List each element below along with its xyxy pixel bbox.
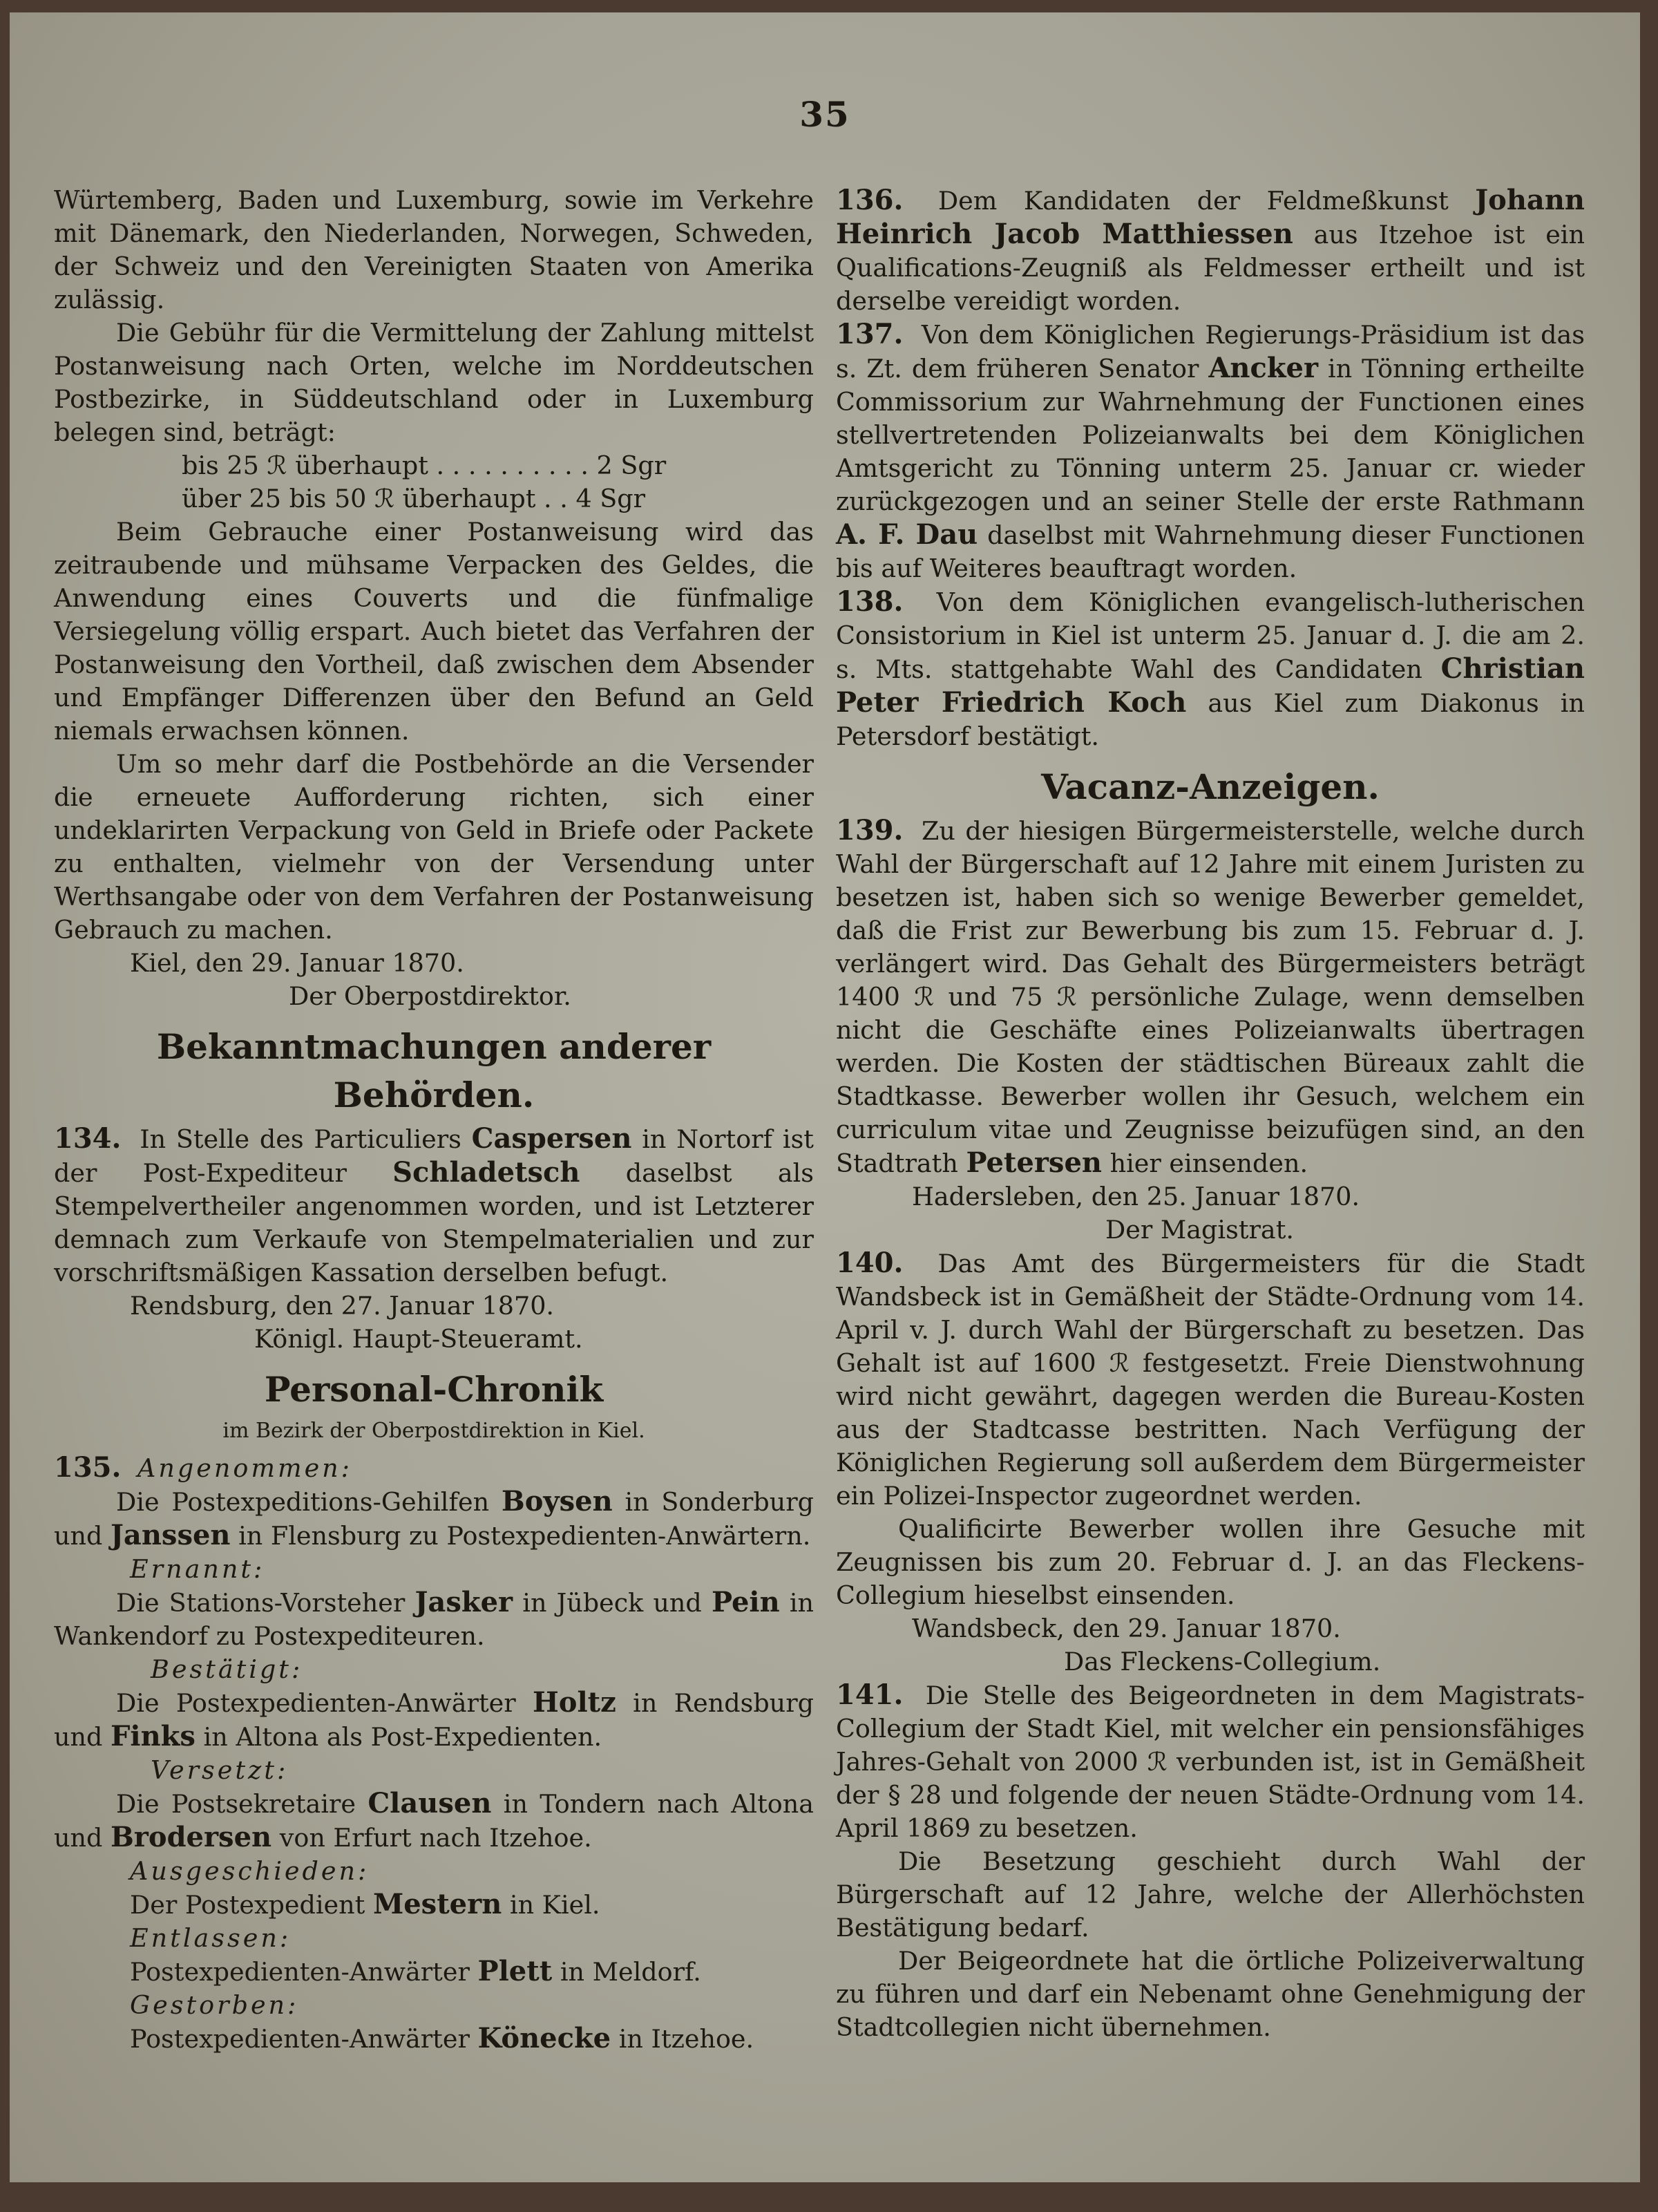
person-name: Mestern [372, 1888, 502, 1920]
notice-134: 134. In Stelle des Particuliers Caspersen in Nortorf ist der Post-Expediteur Schladetsch daselbst als Stempelvertheiler angenommen worden, und ist Letzterer demnach zum Verkaufe von Stempelmaterialien und zur vorschriftsmäßigen Kassation derselben befugt. [54, 1122, 814, 1287]
category-label: Entlassen: [130, 1923, 292, 1953]
paragraph: Qualificirte Bewerber wollen ihre Gesuche mit Zeugnissen bis zum 20. Februar d. J. an das Fleckens-Collegium hieselbst einsenden. [836, 1514, 1585, 1610]
notice-138: 138. Von dem Königlichen evangelisch-lutherischen Consistorium in Kiel ist unterm 25. Januar d. J. die am 2. s. Mts. stattgehabte Wahl des Candidaten Christian Peter Friedrich Koch aus Kiel zum Diakonus in Petersdorf bestätigt. [836, 585, 1585, 751]
person-name: Johann Heinrich Jacob Matthiessen [836, 184, 1585, 250]
section-heading: Vacanz-Anzeigen. [1041, 766, 1380, 807]
signature: Königl. Haupt-Steueramt. [254, 1324, 583, 1354]
person-name: Könecke [477, 2022, 611, 2054]
person-name: Petersen [966, 1146, 1102, 1179]
person-name: Finks [111, 1720, 196, 1752]
section-heading: Bekanntmachungen anderer Behörden. [156, 1026, 712, 1115]
page-number: 35 [799, 94, 850, 135]
notice-number: 138. [836, 585, 904, 618]
notice-141: 141. Die Stelle des Beigeordneten in dem Magistrats-Collegium der Stadt Kiel, mit welcher ein pensionsfähiges Jahres-Gehalt von 2000 ℛ verbunden ist, ist in Gemäßheit der § 28 und folgende der neuen Städte-Ordnung vom 14. April 1869 zu besetzen. [836, 1679, 1585, 1843]
category-label: Bestätigt: [151, 1654, 303, 1684]
left-column [54, 184, 814, 2056]
paragraph: Beim Gebrauche einer Postanweisung wird das zeitraubende und mühsame Verpacken des Geldes, die Anwendung eines Couverts und die fünfmalige Versiegelung völlig erspart. Auch bietet das Verfahren der Postanweisung den Vortheil, daß zwischen dem Absender und Empfänger Differenzen über den Befund an Geld niemals erwachsen können. [54, 517, 814, 746]
person-name: Schladetsch [392, 1156, 580, 1189]
person-name: Boysen [501, 1485, 613, 1518]
notice-139: 139. Zu der hiesigen Bürgermeisterstelle, welche durch Wahl der Bürgerschaft auf 12 Jahre mit einem Juristen zu besetzen ist, haben sich so wenige Bewerber gemeldet, daß die Frist zur Bewerbung bis zum 15. Februar d. J. verlängert wird. Das Gehalt des Bürgermeisters beträgt 1400 ℛ und 75 ℛ persönliche Zulage, wenn demselben nicht die Geschäfte eines Polizeianwalts übertragen werden. Die Kosten der städtischen Büreaux zahlt die Stadtkasse. Bewerber wollen ihr Gesuch, welchem ein curriculum vitae und Zeugnisse beizufügen sind, an den Stadtrath Petersen hier einsenden. [836, 814, 1585, 1179]
paragraph: Um so mehr darf die Postbehörde an die Versender die erneuete Aufforderung richten, sich einer undeklarirten Verpackung von Geld in Briefe oder Packete zu enthalten, vielmehr von der Versendung unter Werthsangabe oder von dem Verfahren der Postanweisung Gebrauch zu machen. [54, 749, 814, 945]
fee-rate: bis 25 ℛ überhaupt . . . . . . . . . . 2 Sgr [182, 451, 667, 480]
notice-number: 139. [836, 814, 904, 847]
person-name: A. F. Dau [836, 518, 978, 551]
person-name: Brodersen [111, 1821, 272, 1853]
newspaper-page [10, 12, 1640, 2182]
category-label: Ernannt: [130, 1554, 265, 1584]
person-name: Clausen [368, 1787, 492, 1819]
notice-136: 136. Dem Kandidaten der Feldmeßkunst Johann Heinrich Jacob Matthiessen aus Itzehoe ist ein Qualifications-Zeugniß als Feldmesser ertheilt und ist derselbe vereidigt worden. [836, 184, 1585, 316]
person-name: Jasker [414, 1586, 513, 1618]
paragraph: Die Gebühr für die Vermittelung der Zahlung mittelst Postanweisung nach Orten, welche im Norddeutschen Postbezirke, in Süddeutschland oder in Luxemburg belegen sind, beträgt: [54, 318, 814, 447]
signature: Der Oberpostdirektor. [289, 981, 571, 1011]
personnel-entry: Der Postexpedient Mestern in Kiel. [130, 1888, 600, 1920]
person-name: Holtz [533, 1686, 616, 1719]
person-name: Plett [477, 1955, 553, 1987]
notice-number: 136. [836, 184, 904, 216]
paragraph: Würtemberg, Baden und Luxemburg, sowie im Verkehre mit Dänemark, den Niederlanden, Norwegen, Schweden, der Schweiz und den Vereinigten Staaten von Amerika zulässig. [54, 185, 814, 314]
category-label: Angenommen: [137, 1453, 352, 1483]
personnel-entry: Die Postsekretaire Clausen in Tondern nach Altona und Brodersen von Erfurt nach Itzehoe. [54, 1787, 814, 1853]
section-subheading: im Bezirk der Oberpostdirektion in Kiel. [222, 1419, 645, 1443]
notice-137: 137. Von dem Königlichen Regierungs-Präsidium ist das s. Zt. dem früheren Senator Ancker in Tönning ertheilte Commissorium zur Wahrnehmung der Functionen eines stellvertretenden Polizeianwalts bei dem Königlichen Amtsgericht zu Tönning unterm 25. Januar cr. wieder zurückgezogen und an seiner Stelle der erste Rathmann A. F. Dau daselbst mit Wahrnehmung dieser Functionen bis auf Weiteres beauftragt worden. [836, 318, 1585, 583]
person-name: Janssen [111, 1519, 231, 1551]
paragraph: Die Besetzung geschieht durch Wahl der Bürgerschaft auf 12 Jahre, welche der Allerhöchsten Bestätigung bedarf. [836, 1846, 1585, 1942]
category-label: Gestorben: [130, 1990, 299, 2020]
person-name: Caspersen [471, 1122, 632, 1155]
personnel-entry: Die Postexpeditions-Gehilfen Boysen in Sonderburg und Janssen in Flensburg zu Postexpedienten-Anwärtern. [54, 1485, 814, 1551]
person-name: Pein [711, 1586, 780, 1618]
notice-number: 140. [836, 1247, 904, 1279]
notice-number: 135. [54, 1451, 122, 1484]
place-date: Kiel, den 29. Januar 1870. [130, 948, 464, 978]
right-column [836, 184, 1585, 2044]
personnel-entry: Postexpedienten-Anwärter Plett in Meldorf. [130, 1955, 701, 1987]
place-date: Rendsburg, den 27. Januar 1870. [130, 1291, 555, 1321]
place-date: Wandsbeck, den 29. Januar 1870. [912, 1614, 1341, 1643]
signature: Der Magistrat. [1105, 1215, 1294, 1245]
notice-number: 134. [54, 1122, 122, 1155]
notice-135 [54, 1451, 814, 1485]
personnel-entry: Die Stations-Vorsteher Jasker in Jübeck und Pein in Wankendorf zu Postexpediteuren. [54, 1586, 814, 1651]
person-name: Ancker [1208, 352, 1319, 384]
paragraph: Der Beigeordnete hat die örtliche Polizeiverwaltung zu führen und darf ein Nebenamt ohne Genehmigung der Stadtcollegien nicht übernehmen. [836, 1946, 1585, 2042]
personnel-entry: Postexpedienten-Anwärter Könecke in Itzehoe. [130, 2022, 754, 2054]
notice-number: 137. [836, 318, 904, 350]
personnel-entry: Die Postexpedienten-Anwärter Holtz in Rendsburg und Finks in Altona als Post-Expedienten. [54, 1686, 814, 1752]
category-label: Versetzt: [151, 1755, 289, 1785]
notice-140: 140. Das Amt des Bürgermeisters für die Stadt Wandsbeck ist in Gemäßheit der Städte-Ordnung vom 14. April v. J. durch Wahl der Bürgerschaft zu besetzen. Das Gehalt ist auf 1600 ℛ festgesetzt. Freie Dienstwohnung wird nicht gewährt, dagegen werden die Bureau-Kosten aus der Stadtcasse bestritten. Nach Verfügung der Königlichen Regierung soll außerdem dem Bürgermeister ein Polizei-Inspector zugeordnet werden. [836, 1247, 1585, 1511]
section-heading: Personal-Chronik [264, 1369, 604, 1410]
fee-rate: über 25 bis 50 ℛ überhaupt . . 4 Sgr [182, 484, 646, 513]
place-date: Hadersleben, den 25. Januar 1870. [912, 1182, 1360, 1211]
category-label: Ausgeschieden: [130, 1856, 370, 1886]
person-name: Christian Peter Friedrich Koch [836, 652, 1585, 719]
signature: Das Fleckens-Collegium. [1064, 1647, 1381, 1676]
notice-number: 141. [836, 1679, 904, 1711]
